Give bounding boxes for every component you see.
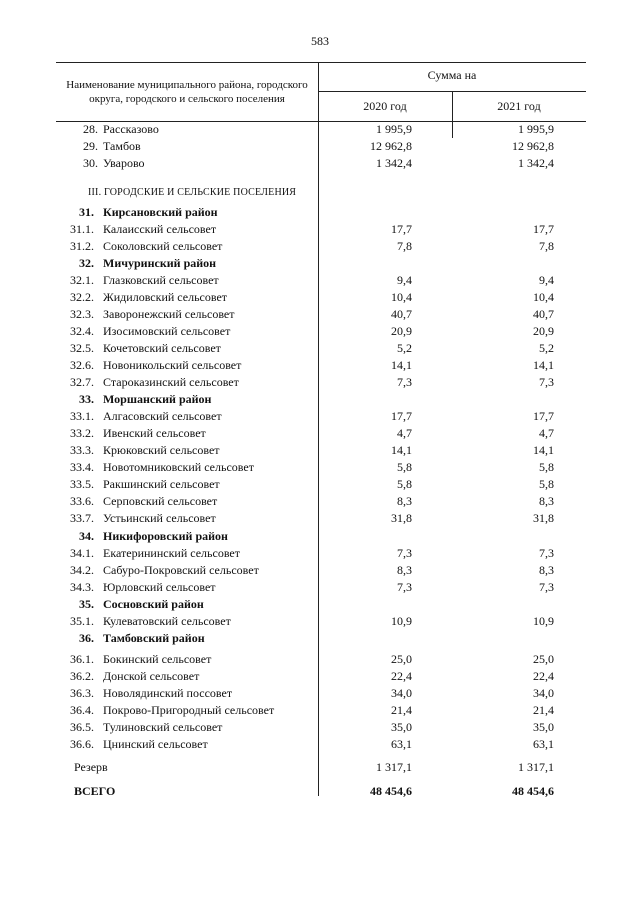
table-row	[0, 736, 640, 753]
table-row	[0, 306, 640, 323]
table-row	[0, 668, 640, 685]
table-row	[0, 651, 640, 668]
row-number: 34.3.	[70, 580, 94, 594]
row-value-2020: 31,8	[391, 511, 412, 525]
table-row	[0, 510, 640, 527]
row-value-2021: 7,3	[539, 546, 554, 560]
row-number: 32.4.	[70, 324, 94, 338]
row-label: Юрловский сельсовет	[103, 580, 216, 594]
row-value-2020: 35,0	[391, 720, 412, 734]
table-row	[0, 408, 640, 425]
header-year-2020: 2020 год	[363, 99, 407, 113]
row-number: 36.6.	[70, 737, 94, 751]
row-label: Сабуро-Покровский сельсовет	[103, 563, 259, 577]
table-row	[0, 613, 640, 630]
row-label: Кирсановский район	[103, 205, 218, 219]
row-label: Тамбов	[103, 139, 141, 153]
row-number: 28.	[83, 122, 98, 136]
row-value-2020: 17,7	[391, 222, 412, 236]
row-value-2021: 1 342,4	[518, 156, 554, 170]
table-row	[0, 340, 640, 357]
row-value-2021: 5,8	[539, 460, 554, 474]
total-label: ВСЕГО	[74, 784, 116, 798]
row-value-2020: 40,7	[391, 307, 412, 321]
row-label: Покрово-Пригородный сельсовет	[103, 703, 275, 717]
row-number: 35.	[79, 597, 94, 611]
row-value-2021: 63,1	[533, 737, 554, 751]
row-value-2021: 9,4	[539, 273, 554, 287]
row-number: 33.5.	[70, 477, 94, 491]
row-value-2021: 7,8	[539, 239, 554, 253]
table-row	[0, 685, 640, 702]
row-label: Новолядинский поссовет	[103, 686, 233, 700]
row-value-2020: 10,9	[391, 614, 412, 628]
row-number: 36.1.	[70, 652, 94, 666]
row-value-2020: 14,1	[391, 358, 412, 372]
table-row	[0, 702, 640, 719]
row-label: Алгасовский сельсовет	[103, 409, 222, 423]
row-value-2021: 5,8	[539, 477, 554, 491]
row-value-2021: 8,3	[539, 563, 554, 577]
row-label: Изосимовский сельсовет	[103, 324, 231, 338]
row-value-2020: 5,8	[397, 477, 412, 491]
row-value-2020: 12 962,8	[370, 139, 412, 153]
total-value-2020: 48 454,6	[370, 784, 412, 798]
row-number: 33.7.	[70, 511, 94, 525]
row-number: 34.1.	[70, 546, 94, 560]
row-label: Донской сельсовет	[103, 669, 200, 683]
table-row	[0, 121, 640, 138]
row-number: 36.5.	[70, 720, 94, 734]
row-value-2021: 17,7	[533, 222, 554, 236]
row-value-2021: 17,7	[533, 409, 554, 423]
row-value-2020: 22,4	[391, 669, 412, 683]
row-label: Староказинский сельсовет	[103, 375, 239, 389]
reserve-label: Резерв	[74, 760, 108, 774]
row-value-2021: 1 995,9	[518, 122, 554, 136]
table-row	[0, 357, 640, 374]
row-value-2020: 1 995,9	[376, 122, 412, 136]
row-number: 29.	[83, 139, 98, 153]
header-year-2021: 2021 год	[497, 99, 541, 113]
row-number: 35.1.	[70, 614, 94, 628]
row-value-2020: 8,3	[397, 494, 412, 508]
row-value-2020: 9,4	[397, 273, 412, 287]
row-number: 32.1.	[70, 273, 94, 287]
row-label: Калаисский сельсовет	[103, 222, 217, 236]
row-value-2020: 25,0	[391, 652, 412, 666]
row-value-2020: 7,8	[397, 239, 412, 253]
row-label: Уварово	[103, 156, 145, 170]
row-number: 36.	[79, 631, 94, 645]
table-row	[0, 272, 640, 289]
row-label: Сосновский район	[103, 597, 204, 611]
table-row	[0, 138, 640, 155]
row-number: 36.4.	[70, 703, 94, 717]
page-number: 583	[311, 34, 329, 48]
table-row	[0, 476, 640, 493]
table-row	[0, 323, 640, 340]
row-value-2020: 34,0	[391, 686, 412, 700]
table-row	[0, 442, 640, 459]
row-label: Тамбовский район	[103, 631, 205, 645]
row-label: Новотомниковский сельсовет	[103, 460, 254, 474]
row-number: 31.	[79, 205, 94, 219]
row-number: 36.2.	[70, 669, 94, 683]
row-value-2020: 10,4	[391, 290, 412, 304]
row-value-2021: 14,1	[533, 358, 554, 372]
row-value-2021: 4,7	[539, 426, 554, 440]
table-row	[0, 221, 640, 238]
total-value-2021: 48 454,6	[512, 784, 554, 798]
row-label: Цнинский сельсовет	[103, 737, 208, 751]
row-value-2020: 63,1	[391, 737, 412, 751]
header-sum-label: Сумма на	[427, 68, 477, 82]
row-label: Жидиловский сельсовет	[103, 290, 228, 304]
row-number: 31.2.	[70, 239, 94, 253]
row-number: 33.6.	[70, 494, 94, 508]
row-value-2021: 14,1	[533, 443, 554, 457]
table-row	[0, 374, 640, 391]
row-value-2020: 8,3	[397, 563, 412, 577]
row-value-2020: 7,3	[397, 375, 412, 389]
row-label: Екатерининский сельсовет	[103, 546, 241, 560]
row-label: Бокинский сельсовет	[103, 652, 212, 666]
row-value-2021: 34,0	[533, 686, 554, 700]
row-value-2021: 7,3	[539, 580, 554, 594]
row-label: Ракшинский сельсовет	[103, 477, 220, 491]
row-label: Соколовский сельсовет	[103, 239, 223, 253]
row-value-2020: 5,8	[397, 460, 412, 474]
table-row	[0, 155, 640, 172]
table-row	[0, 238, 640, 255]
row-label: Устьинский сельсовет	[103, 511, 216, 525]
row-value-2020: 5,2	[397, 341, 412, 355]
row-value-2021: 7,3	[539, 375, 554, 389]
row-label: Крюковский сельсовет	[103, 443, 220, 457]
table-row	[0, 562, 640, 579]
row-value-2020: 21,4	[391, 703, 412, 717]
reserve-value-2021: 1 317,1	[518, 760, 554, 774]
section-heading	[0, 184, 640, 201]
row-value-2021: 5,2	[539, 341, 554, 355]
row-number: 33.2.	[70, 426, 94, 440]
district-heading	[0, 204, 640, 221]
reserve-row	[0, 759, 640, 776]
row-label: Новоникольский сельсовет	[103, 358, 242, 372]
row-number: 33.3.	[70, 443, 94, 457]
row-value-2021: 35,0	[533, 720, 554, 734]
row-label: Тулиновский сельсовет	[103, 720, 223, 734]
table-row	[0, 459, 640, 476]
row-label: Заворонежский сельсовет	[103, 307, 235, 321]
row-number: 32.	[79, 256, 94, 270]
row-label: Кулеватовский сельсовет	[103, 614, 231, 628]
table-row	[0, 289, 640, 306]
row-number: 30.	[83, 156, 98, 170]
row-label: Ивенский сельсовет	[103, 426, 206, 440]
row-value-2020: 17,7	[391, 409, 412, 423]
section-heading-label: III. ГОРОДСКИЕ И СЕЛЬСКИЕ ПОСЕЛЕНИЯ	[88, 187, 297, 198]
row-number: 33.	[79, 392, 94, 406]
district-heading	[0, 255, 640, 272]
row-number: 32.6.	[70, 358, 94, 372]
row-label: Глазковский сельсовет	[103, 273, 219, 287]
row-number: 32.7.	[70, 375, 94, 389]
row-label: Кочетовский сельсовет	[103, 341, 221, 355]
row-value-2021: 22,4	[533, 669, 554, 683]
district-heading	[0, 630, 640, 647]
row-label: Серповский сельсовет	[103, 494, 218, 508]
reserve-value-2020: 1 317,1	[376, 760, 412, 774]
row-number: 34.2.	[70, 563, 94, 577]
row-value-2021: 12 962,8	[512, 139, 554, 153]
table-row	[0, 579, 640, 596]
row-value-2020: 4,7	[397, 426, 412, 440]
row-label: Мичуринский район	[103, 256, 217, 270]
row-number: 33.1.	[70, 409, 94, 423]
table-row	[0, 493, 640, 510]
row-number: 33.4.	[70, 460, 94, 474]
row-number: 31.1.	[70, 222, 94, 236]
row-number: 32.3.	[70, 307, 94, 321]
row-number: 32.5.	[70, 341, 94, 355]
row-label: Никифоровский район	[103, 529, 228, 543]
row-label: Моршанский район	[103, 392, 212, 406]
row-value-2021: 8,3	[539, 494, 554, 508]
table-row	[0, 425, 640, 442]
row-value-2020: 14,1	[391, 443, 412, 457]
row-value-2021: 10,9	[533, 614, 554, 628]
row-value-2021: 40,7	[533, 307, 554, 321]
row-value-2020: 7,3	[397, 546, 412, 560]
district-heading	[0, 528, 640, 545]
row-value-2020: 7,3	[397, 580, 412, 594]
row-value-2021: 10,4	[533, 290, 554, 304]
row-value-2021: 31,8	[533, 511, 554, 525]
row-value-2021: 25,0	[533, 652, 554, 666]
row-value-2020: 20,9	[391, 324, 412, 338]
table-row	[0, 545, 640, 562]
district-heading	[0, 596, 640, 613]
row-label: Рассказово	[103, 122, 159, 136]
row-number: 36.3.	[70, 686, 94, 700]
total-row	[0, 783, 640, 800]
row-value-2021: 21,4	[533, 703, 554, 717]
header-name-column: Наименование муниципального района, городского округа, городского и сельского поселения	[66, 79, 308, 105]
row-value-2020: 1 342,4	[376, 156, 412, 170]
table-row	[0, 719, 640, 736]
row-number: 34.	[79, 529, 94, 543]
district-heading	[0, 391, 640, 408]
row-number: 32.2.	[70, 290, 94, 304]
row-value-2021: 20,9	[533, 324, 554, 338]
